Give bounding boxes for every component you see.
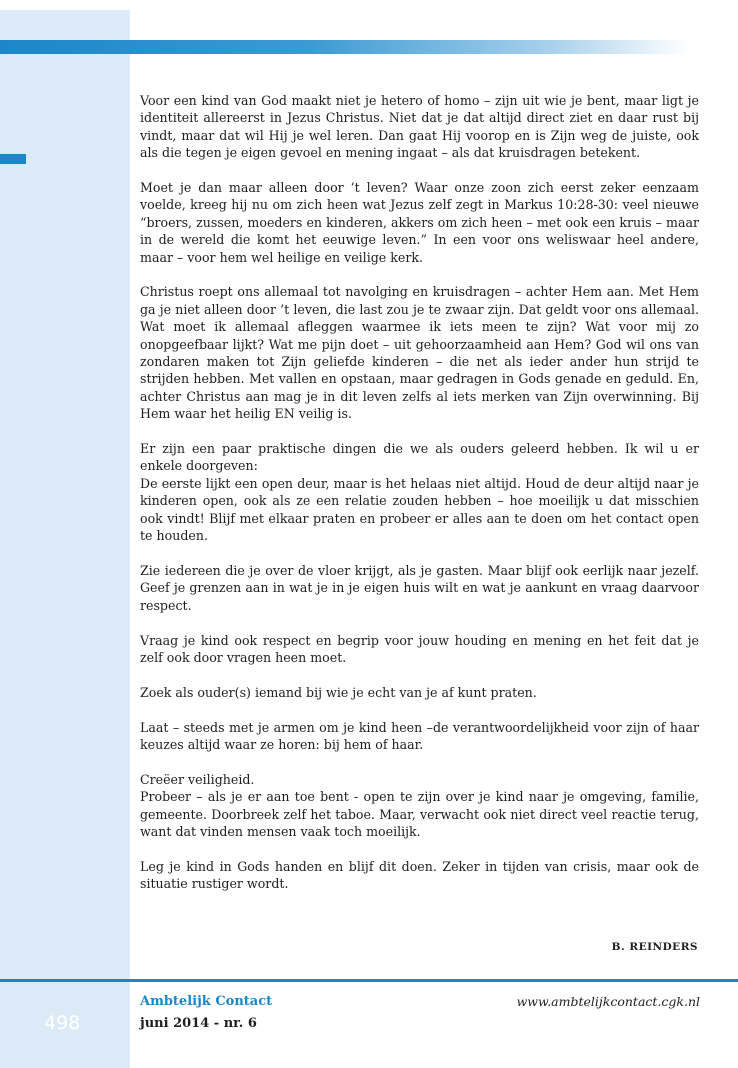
side-marker	[0, 154, 26, 164]
page-number: 498	[44, 1012, 81, 1034]
paragraph: Voor een kind van God maakt niet je hetero of homo – zijn uit wie je bent, maar ligt je identiteit allereerst in Jezus Christus. Niet dat je dat altijd direct ziet en daar rust bij vindt, maar dat wil Hij je wel leren. Dan gaat Hij voorop en is Zijn weg de juiste, ook als die tegen je eigen gevoel en mening ingaat – als dat kruisdragen betekent.	[140, 93, 699, 161]
paragraph: De eerste lijkt een open deur, maar is het helaas niet altijd. Houd de deur altijd naar je kinderen open, ook als ze een relatie zouden hebben – hoe moeilijk u dat misschien ook vindt! Blijf met elkaar praten en probeer er alles aan te doen om het contact open te houden.	[140, 475, 699, 544]
paragraph: Vraag je kind ook respect en begrip voor jouw houding en mening en het feit dat je zelf ook door vragen heen moet.	[140, 632, 699, 665]
paragraph: Er zijn een paar praktische dingen die we als ouders geleerd hebben. Ik wil u er enkele doorgeven:	[140, 441, 699, 474]
footer-rule	[0, 979, 738, 982]
paragraph: Zie iedereen die je over de vloer krijgt, als je gasten. Maar blijf ook eerlijk naar jezelf. Geef je grenzen aan in wat je in je eigen huis wilt en wat je aankunt en vraag daarvoor respect.	[140, 562, 699, 613]
paragraph: Zoek als ouder(s) iemand bij wie je echt van je af kunt praten.	[140, 684, 537, 700]
author-signature: B. REINDERS	[611, 941, 698, 953]
left-sidebar-band	[0, 10, 130, 1068]
paragraph: Probeer – als je er aan toe bent - open te zijn over je kind naar je omgeving, familie, gemeente. Doorbreek zelf het taboe. Maar, verwacht ook niet direct veel reactie terug, want dat vinden mensen vaak toch moeilijk.	[140, 789, 699, 839]
paragraph: Moet je dan maar alleen door ’t leven? Waar onze zoon zich eerst zeker eenzaam voelde, kreeg hij nu om zich heen wat Jezus zelf zegt in Markus 10:28-30: veel nieuwe “broers, zussen, moeders en kinderen, akkers om zich heen – met ook een kruis – maar in de wereld die komt het eeuwige leven.” In een voor ons weliswaar heel andere, maar – voor hem wel heilige en veilige kerk.	[140, 180, 699, 265]
paragraph: Laat – steeds met je armen om je kind heen –de verantwoordelijkheid voor zijn of haar keuzes altijd waar ze horen: bij hem of haar.	[140, 719, 699, 752]
paragraph: Creëer veiligheid.	[140, 771, 255, 787]
header-gradient-bar	[0, 40, 690, 54]
paragraph: Leg je kind in Gods handen en blijf dit doen. Zeker in tijden van crisis, maar ook de situatie rustiger wordt.	[140, 858, 699, 892]
paragraph-group	[140, 440, 699, 544]
paragraph-group	[140, 771, 699, 841]
issue-label: juni 2014 - nr. 6	[140, 1016, 257, 1031]
article-body	[140, 92, 699, 910]
magazine-title: Ambtelijk Contact	[140, 994, 273, 1009]
website-url: www.ambtelijkcontact.cgk.nl	[516, 994, 700, 1009]
paragraph: Christus roept ons allemaal tot navolging en kruisdragen – achter Hem aan. Met Hem ga je niet alleen door ’t leven, die last zou je te zwaar zijn. Dat geldt voor ons allemaal. Wat moet ik allemaal afleggen waarmee ik iets meen te zijn? Wat voor mij zo onopgeefbaar lijkt? Wat me pijn doet – uit gehoorzaamheid aan Hem? God wil ons van zondaren maken tot Zijn geliefde kinderen – die net als ieder ander hun strijd te strijden hebben. Met vallen en opstaan, maar gedragen in Gods genade en geduld. En, achter Christus aan mag je in dit leven zelfs al iets merken van Zijn overwinning. Bij Hem waar het heilig EN veilig is.	[140, 284, 699, 422]
